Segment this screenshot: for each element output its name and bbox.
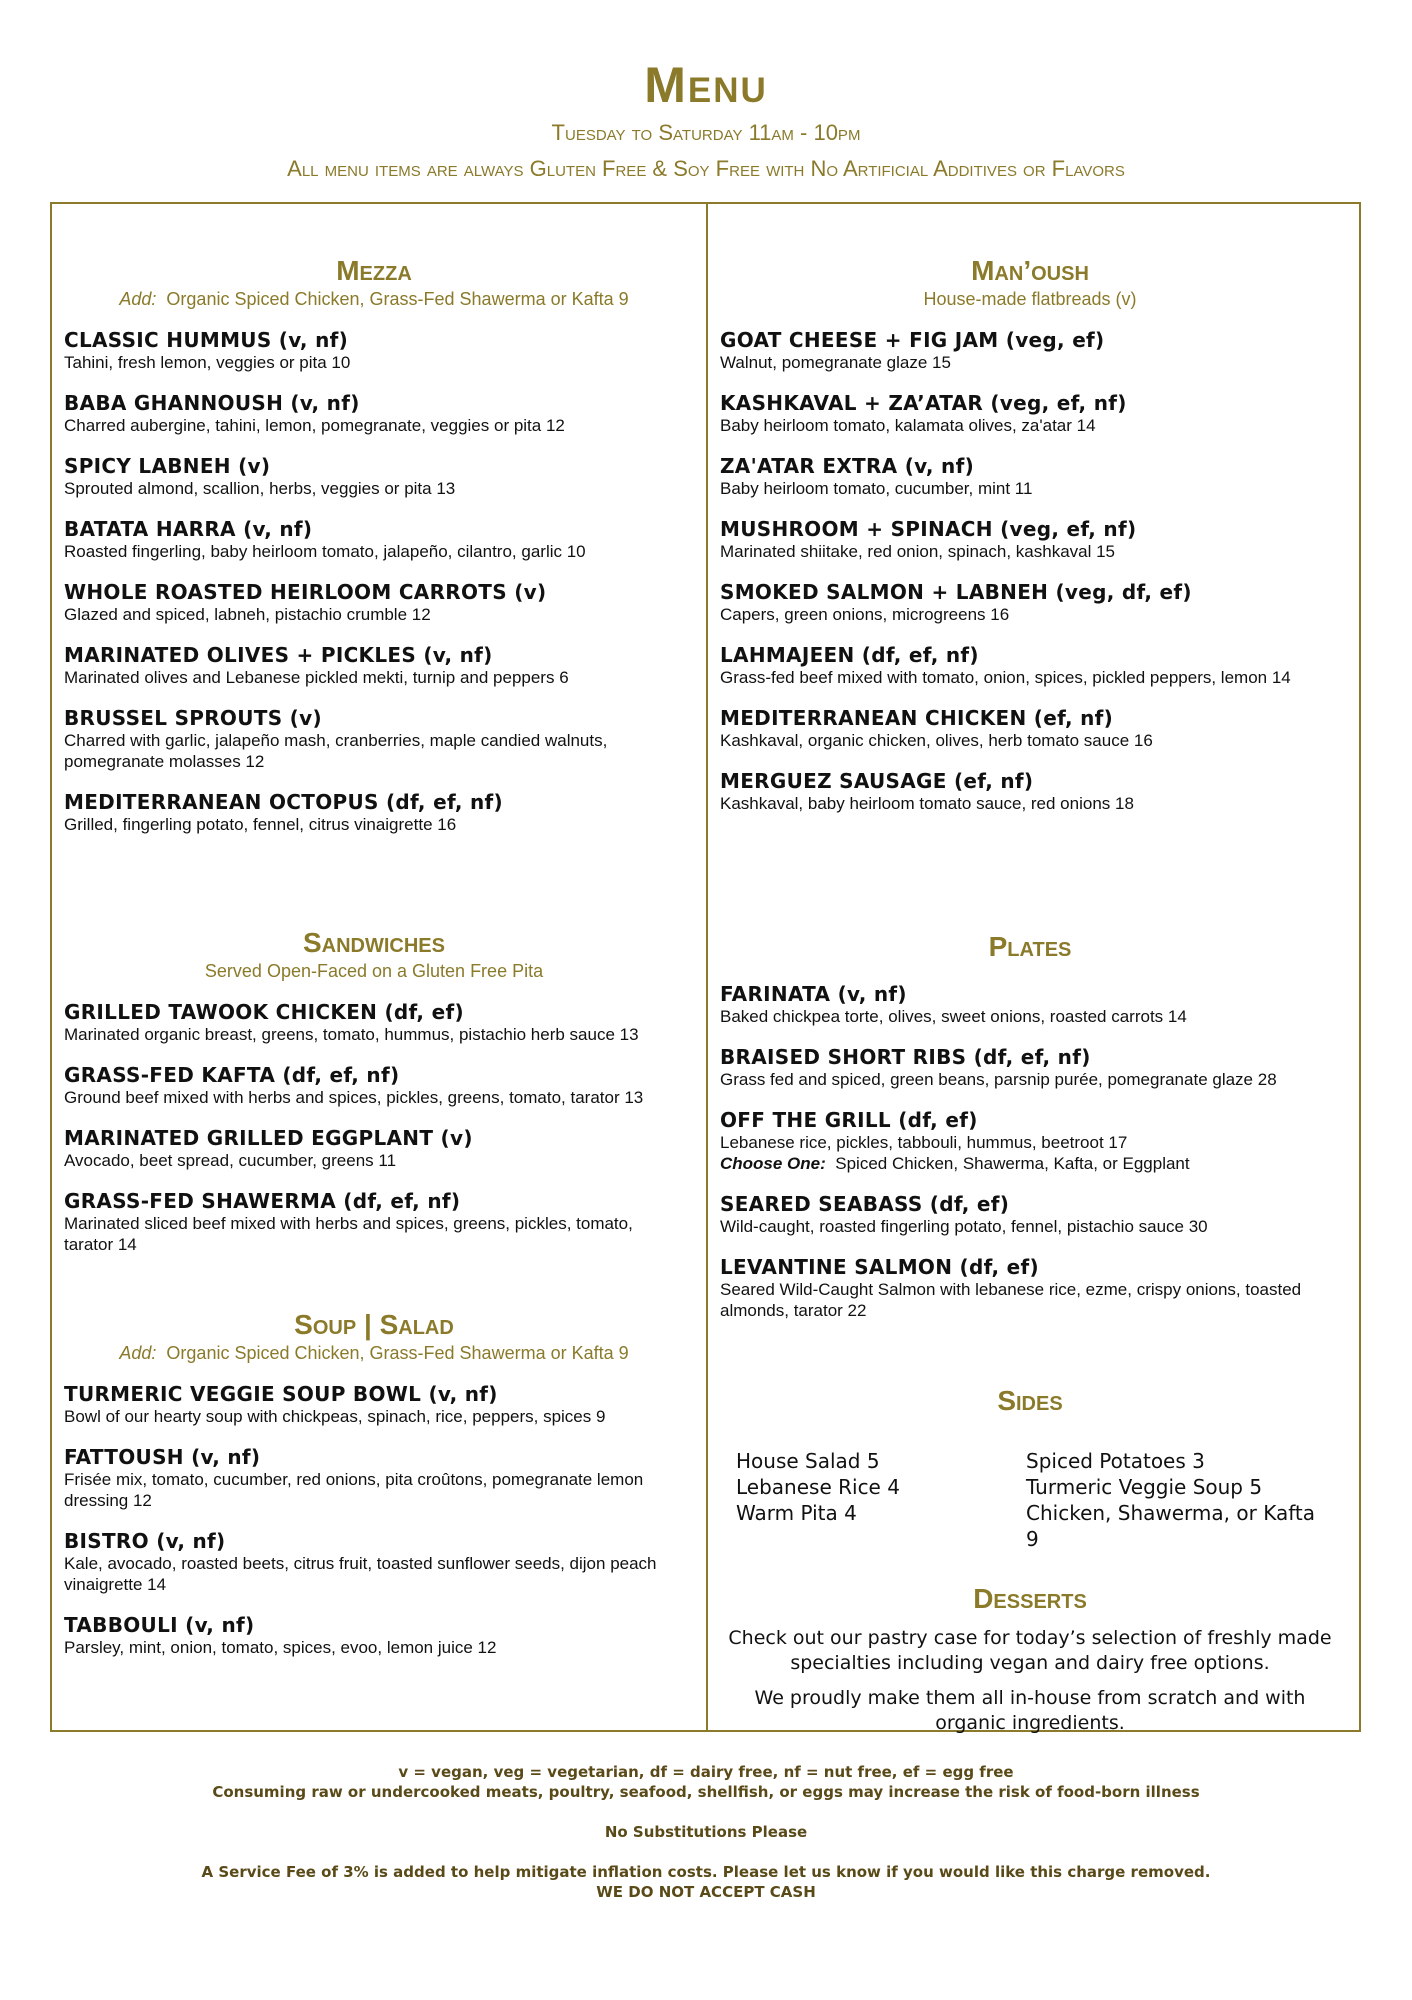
service-fee-note: A Service Fee of 3% is added to help mitigate inflation costs. Please let us know if you would like this charge removed. — [201, 1863, 1211, 1881]
item-name: KASHKAVAL + ZA’ATAR (veg, ef, nf) — [720, 391, 1127, 415]
sandwiches-subtitle: Served Open-Faced on a Gluten Free Pita — [204, 961, 544, 981]
menu-item — [720, 580, 1340, 625]
item-name: SMOKED SALMON + LABNEH (veg, df, ef) — [720, 580, 1192, 604]
menu-item — [64, 1613, 684, 1658]
item-description: Lebanese rice, pickles, tabbouli, hummus, beetroot 17 — [720, 1133, 1128, 1152]
item-name: BRAISED SHORT RIBS (df, ef, nf) — [720, 1045, 1091, 1069]
desserts-section — [720, 1582, 1340, 1736]
column-divider — [706, 204, 708, 1730]
item-name: TURMERIC VEGGIE SOUP BOWL (v, nf) — [64, 1382, 498, 1406]
item-name: BISTRO (v, nf) — [64, 1529, 226, 1553]
menu-item — [720, 517, 1340, 562]
manoush-list — [720, 328, 1340, 814]
no-cash-note: WE DO NOT ACCEPT CASH — [596, 1883, 816, 1901]
page-title: Menu — [644, 57, 768, 113]
manoush-title: Man’oush — [971, 255, 1089, 286]
item-name: GRILLED TAWOOK CHICKEN (df, ef) — [64, 1000, 464, 1024]
item-name: OFF THE GRILL (df, ef) — [720, 1108, 978, 1132]
menu-item — [64, 1000, 684, 1045]
health-warning: Consuming raw or undercooked meats, poultry, seafood, shellfish, or eggs may increase the risk of food-born illness — [212, 1783, 1200, 1801]
add-text: Organic Spiced Chicken, Grass-Fed Shawerma or Kafta 9 — [166, 289, 629, 309]
item-description: Baby heirloom tomato, cucumber, mint 11 — [720, 479, 1033, 498]
menu-item — [64, 454, 684, 499]
side-item: Turmeric Veggie Soup 5 — [1026, 1475, 1263, 1499]
menu-item — [64, 1382, 684, 1427]
menu-item — [720, 1108, 1340, 1174]
add-label: Add: — [119, 1343, 157, 1363]
item-description: Bowl of our hearty soup with chickpeas, spinach, rice, peppers, spices 9 — [64, 1407, 606, 1426]
menu-item — [64, 706, 684, 772]
menu-header — [0, 0, 1412, 183]
menu-item — [64, 1126, 684, 1171]
sandwiches-title: Sandwiches — [302, 927, 445, 958]
menu-item — [64, 790, 684, 835]
soup-salad-title: Soup | Salad — [294, 1309, 454, 1340]
item-description: Baby heirloom tomato, kalamata olives, za'atar 14 — [720, 416, 1096, 435]
mezza-title: Mezza — [336, 255, 412, 286]
add-label: Add: — [119, 289, 157, 309]
item-description: Ground beef mixed with herbs and spices, pickles, greens, tomato, tarator 13 — [64, 1088, 644, 1107]
item-name: LEVANTINE SALMON (df, ef) — [720, 1255, 1039, 1279]
item-description: Marinated olives and Lebanese pickled mekti, turnip and peppers 6 — [64, 668, 569, 687]
item-description: Kale, avocado, roasted beets, citrus fruit, toasted sunflower seeds, dijon peach vinaigrette 14 — [64, 1554, 657, 1594]
desserts-title: Desserts — [973, 1583, 1087, 1614]
sandwiches-section — [64, 926, 684, 1255]
plates-section — [720, 930, 1340, 1321]
item-name: MARINATED OLIVES + PICKLES (v, nf) — [64, 643, 493, 667]
item-description: Grilled, fingerling potato, fennel, citrus vinaigrette 16 — [64, 815, 457, 834]
item-description: Charred aubergine, tahini, lemon, pomegranate, veggies or pita 12 — [64, 416, 565, 435]
item-description: Roasted fingerling, baby heirloom tomato, jalapeño, cilantro, garlic 10 — [64, 542, 586, 561]
sides-column-right — [1026, 1448, 1316, 1552]
menu-item — [64, 1529, 684, 1595]
manoush-section — [720, 254, 1340, 814]
allergen-notice: All menu items are always Gluten Free & Soy Free with No Artificial Additives or Flavors — [287, 156, 1125, 181]
menu-item — [64, 580, 684, 625]
item-description: Kashkaval, baby heirloom tomato sauce, red onions 18 — [720, 794, 1134, 813]
side-item: Lebanese Rice 4 — [736, 1475, 900, 1499]
item-description: Capers, green onions, microgreens 16 — [720, 605, 1010, 624]
item-description: Seared Wild-Caught Salmon with lebanese rice, ezme, crispy onions, toasted almonds, tarator 22 — [720, 1280, 1302, 1320]
item-description: Parsley, mint, onion, tomato, spices, evoo, lemon juice 12 — [64, 1638, 497, 1657]
menu-item — [64, 391, 684, 436]
menu-item — [64, 328, 684, 373]
item-name: TABBOULI (v, nf) — [64, 1613, 255, 1637]
item-name: BRUSSEL SPROUTS (v) — [64, 706, 322, 730]
sides-section — [720, 1384, 1340, 1552]
item-description: Tahini, fresh lemon, veggies or pita 10 — [64, 353, 351, 372]
item-name: SEARED SEABASS (df, ef) — [720, 1192, 1010, 1216]
side-item: Chicken, Shawerma, or Kafta 9 — [1026, 1501, 1315, 1551]
item-name: ZA'ATAR EXTRA (v, nf) — [720, 454, 975, 478]
item-description: Grass-fed beef mixed with tomato, onion, spices, pickled peppers, lemon 14 — [720, 668, 1291, 687]
soup-salad-add-on — [64, 1342, 684, 1364]
sandwiches-list — [64, 1000, 684, 1255]
menu-box — [50, 202, 1361, 1732]
item-name: CLASSIC HUMMUS (v, nf) — [64, 328, 349, 352]
item-name: MUSHROOM + SPINACH (veg, ef, nf) — [720, 517, 1137, 541]
menu-item — [720, 454, 1340, 499]
item-name: BABA GHANNOUSH (v, nf) — [64, 391, 360, 415]
item-description: Glazed and spiced, labneh, pistachio crumble 12 — [64, 605, 431, 624]
menu-item — [64, 517, 684, 562]
item-description: Marinated organic breast, greens, tomato, hummus, pistachio herb sauce 13 — [64, 1025, 639, 1044]
item-description: Kashkaval, organic chicken, olives, herb tomato sauce 16 — [720, 731, 1153, 750]
menu-item — [720, 1045, 1340, 1090]
item-description: Avocado, beet spread, cucumber, greens 11 — [64, 1151, 397, 1170]
item-description: Wild-caught, roasted fingerling potato, fennel, pistachio sauce 30 — [720, 1217, 1208, 1236]
item-name: MEDITERRANEAN OCTOPUS (df, ef, nf) — [64, 790, 503, 814]
mezza-list — [64, 328, 684, 835]
side-item: Spiced Potatoes 3 — [1026, 1449, 1205, 1473]
item-description: Grass fed and spiced, green beans, parsnip purée, pomegranate glaze 28 — [720, 1070, 1277, 1089]
item-description: Walnut, pomegranate glaze 15 — [720, 353, 951, 372]
item-description: Marinated sliced beef mixed with herbs and spices, greens, pickles, tomato, tarator 14 — [64, 1214, 633, 1254]
item-name: FATTOUSH (v, nf) — [64, 1445, 261, 1469]
choose-option — [720, 1153, 1340, 1174]
item-name: MERGUEZ SAUSAGE (ef, nf) — [720, 769, 1034, 793]
sides-list — [720, 1448, 1340, 1552]
item-description: Marinated shiitake, red onion, spinach, kashkaval 15 — [720, 542, 1116, 561]
item-description: Baked chickpea torte, olives, sweet onions, roasted carrots 14 — [720, 1007, 1187, 1026]
menu-footer — [0, 1762, 1412, 1902]
choose-label: Choose One: — [720, 1154, 826, 1173]
item-description: Charred with garlic, jalapeño mash, cranberries, maple candied walnuts, pomegranate molasses 12 — [64, 731, 608, 771]
desserts-description: Check out our pastry case for today’s selection of freshly made specialties including vegan and dairy free options. — [728, 1627, 1332, 1674]
plates-title: Plates — [988, 931, 1072, 962]
mezza-add-on — [64, 288, 684, 310]
item-name: FARINATA (v, nf) — [720, 982, 907, 1006]
item-name: GRASS-FED KAFTA (df, ef, nf) — [64, 1063, 400, 1087]
mezza-section — [64, 254, 684, 835]
menu-item — [720, 643, 1340, 688]
item-name: GRASS-FED SHAWERMA (df, ef, nf) — [64, 1189, 461, 1213]
item-name: BATATA HARRA (v, nf) — [64, 517, 313, 541]
plates-list — [720, 982, 1340, 1321]
manoush-subtitle: House-made flatbreads (v) — [923, 289, 1137, 309]
opening-hours: Tuesday to Saturday 11am - 10pm — [551, 120, 861, 145]
side-item: House Salad 5 — [736, 1449, 880, 1473]
add-text: Organic Spiced Chicken, Grass-Fed Shawerma or Kafta 9 — [166, 1343, 629, 1363]
side-item: Warm Pita 4 — [736, 1501, 857, 1525]
item-name: GOAT CHEESE + FIG JAM (veg, ef) — [720, 328, 1105, 352]
item-description: Frisée mix, tomato, cucumber, red onions, pita croûtons, pomegranate lemon dressing 12 — [64, 1470, 644, 1510]
menu-item — [720, 769, 1340, 814]
item-name: LAHMAJEEN (df, ef, nf) — [720, 643, 979, 667]
choose-text: Spiced Chicken, Shawerma, Kafta, or Eggplant — [835, 1154, 1190, 1173]
menu-item — [64, 1063, 684, 1108]
menu-item — [720, 982, 1340, 1027]
menu-item — [720, 706, 1340, 751]
menu-item — [720, 328, 1340, 373]
no-substitutions-note: No Substitutions Please — [604, 1823, 808, 1841]
item-description: Sprouted almond, scallion, herbs, veggies or pita 13 — [64, 479, 456, 498]
dietary-legend: v = vegan, veg = vegetarian, df = dairy free, nf = nut free, ef = egg free — [398, 1763, 1014, 1781]
menu-item — [720, 391, 1340, 436]
menu-item — [64, 1445, 684, 1511]
desserts-note: We proudly make them all in-house from scratch and with organic ingredients. — [754, 1687, 1306, 1734]
sides-column-left — [736, 1448, 1026, 1552]
soup-salad-list — [64, 1382, 684, 1658]
item-name: MEDITERRANEAN CHICKEN (ef, nf) — [720, 706, 1114, 730]
sides-title: Sides — [997, 1385, 1063, 1416]
item-name: WHOLE ROASTED HEIRLOOM CARROTS (v) — [64, 580, 547, 604]
item-name: SPICY LABNEH (v) — [64, 454, 271, 478]
item-name: MARINATED GRILLED EGGPLANT (v) — [64, 1126, 473, 1150]
menu-item — [720, 1255, 1340, 1321]
menu-item — [720, 1192, 1340, 1237]
menu-item — [64, 1189, 684, 1255]
soup-salad-section — [64, 1308, 684, 1658]
menu-item — [64, 643, 684, 688]
